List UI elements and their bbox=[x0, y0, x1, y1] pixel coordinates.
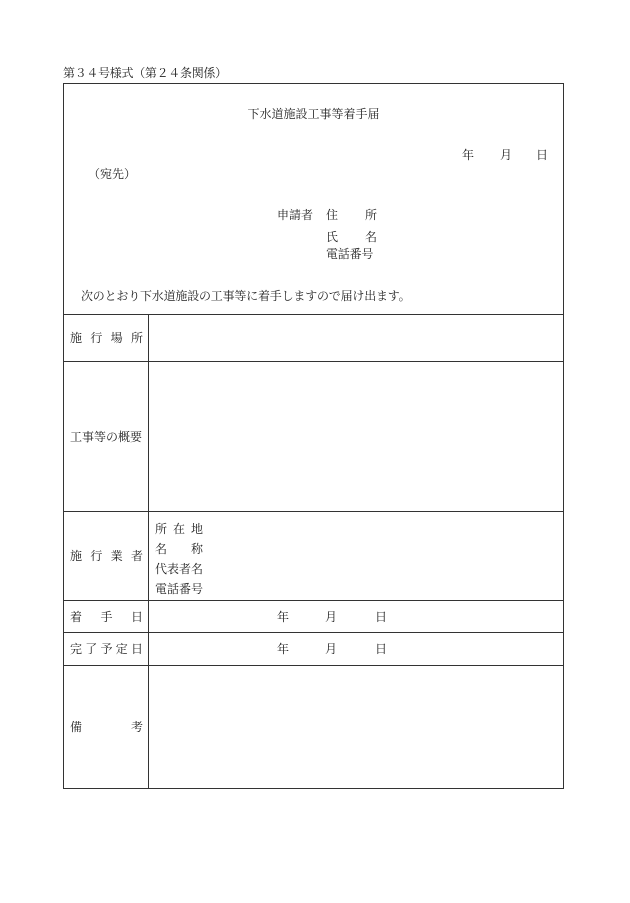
addressee-label: （宛先） bbox=[88, 167, 137, 181]
label-cell-overview bbox=[64, 362, 149, 511]
completion-date-input-area[interactable] bbox=[149, 633, 563, 665]
label-completion-date: 完 了 予 定 日 bbox=[70, 642, 143, 656]
applicant-address-label-1: 住 bbox=[326, 208, 339, 222]
contractor-company-name-label: 名 称 bbox=[155, 542, 203, 556]
form-title: 下水道施設工事等着手届 bbox=[247, 107, 380, 121]
label-cell-contractor bbox=[64, 512, 149, 600]
statement-text: 次のとおり下水道施設の工事等に着手しますので届け出ます。 bbox=[81, 289, 411, 303]
header-date-month: 月 bbox=[500, 148, 513, 162]
label-contractor: 施 行 業 者 bbox=[70, 549, 143, 563]
applicant-name-label-2: 名 bbox=[365, 230, 378, 244]
start-date-year: 年 bbox=[277, 609, 290, 624]
row-remarks bbox=[64, 666, 563, 788]
contractor-phone-label: 電 話 番 号 bbox=[155, 582, 204, 596]
label-overview: 工事等の概要 bbox=[70, 429, 143, 444]
applicant-label: 申請者 bbox=[277, 208, 314, 222]
overview-input-area[interactable] bbox=[149, 362, 563, 511]
label-cell-remarks bbox=[64, 666, 149, 788]
row-overview bbox=[64, 362, 563, 512]
label-cell-start-date bbox=[64, 601, 149, 632]
applicant-name-label-1: 氏 bbox=[326, 230, 339, 244]
completion-date-month: 月 bbox=[325, 642, 338, 656]
label-cell-site bbox=[64, 314, 149, 361]
applicant-phone-label: 電話番号 bbox=[326, 247, 374, 261]
start-date-month: 月 bbox=[325, 609, 338, 624]
remarks-input-area[interactable] bbox=[149, 666, 563, 788]
label-site: 施 行 場 所 bbox=[70, 330, 143, 345]
contractor-location-label: 所 在 地 bbox=[155, 522, 203, 536]
row-site bbox=[64, 314, 563, 362]
row-start-date bbox=[64, 601, 563, 633]
label-remarks: 備 考 bbox=[70, 720, 143, 734]
row-contractor bbox=[64, 512, 563, 601]
contractor-input-area[interactable] bbox=[149, 512, 563, 600]
contractor-representative-label: 代 表 者 名 bbox=[155, 562, 204, 576]
header-date-day: 日 bbox=[536, 148, 549, 162]
header-date-year: 年 bbox=[462, 148, 475, 162]
form-number: 第３４号様式（第２４条関係） bbox=[63, 66, 227, 80]
completion-date-day: 日 bbox=[375, 642, 388, 656]
completion-date-year: 年 bbox=[277, 642, 290, 656]
applicant-address-label-2: 所 bbox=[365, 208, 378, 222]
start-date-day: 日 bbox=[375, 609, 388, 624]
notification-form bbox=[63, 83, 564, 789]
form-header bbox=[64, 84, 563, 315]
label-cell-completion-date bbox=[64, 633, 149, 665]
site-input-area[interactable] bbox=[149, 314, 563, 361]
label-start-date: 着 手 日 bbox=[70, 609, 143, 624]
contractor-fields bbox=[155, 519, 203, 599]
row-completion-date bbox=[64, 633, 563, 666]
start-date-input-area[interactable] bbox=[149, 601, 563, 632]
